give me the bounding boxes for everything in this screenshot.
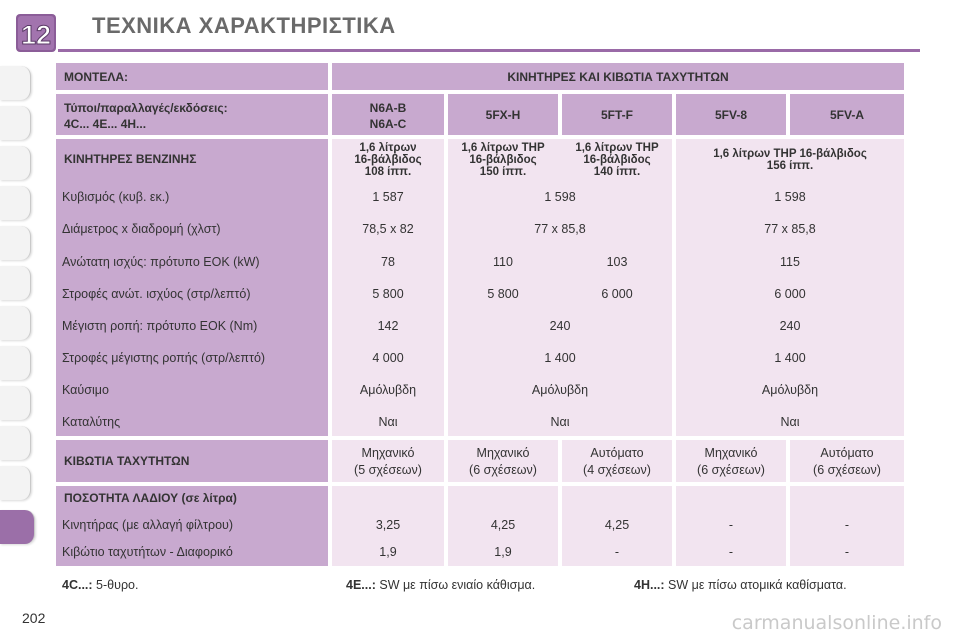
note-key: 4E...: [346, 578, 376, 592]
spec-value: 1 587 [372, 190, 404, 204]
engine-name-line: 108 ίππ. [364, 166, 412, 178]
chapter-number-badge [14, 10, 60, 56]
spec-label: Καταλύτης [62, 415, 121, 429]
page-number: 202 [22, 610, 46, 626]
spec-value: 5 800 [372, 287, 404, 301]
types-label-line-2: 4C... 4E... 4H... [64, 117, 147, 131]
gearbox-cell [448, 440, 558, 482]
engine-name-line: 156 ίππ. [766, 160, 814, 172]
spec-value: 5 800 [487, 287, 519, 301]
engine-name-line: 1,6 λίτρων THP [461, 142, 545, 154]
note-4c [62, 578, 139, 592]
gearbox-ratios: (4 σχέσεων) [583, 463, 651, 477]
oil-value: 1,9 [494, 545, 512, 559]
engine-name-line: 16-βάλβιδος [354, 154, 422, 166]
chapter-tab[interactable] [0, 266, 31, 300]
spec-value: 142 [377, 319, 399, 333]
spec-value: 1 400 [544, 351, 576, 365]
page-title: ΤΕΧΝΙΚΑ ΧΑΡΑΚΤΗΡΙΣΤΙΚΑ [92, 13, 396, 38]
engine-name [562, 142, 672, 178]
engine-name-line: 16-βάλβιδος [469, 154, 537, 166]
engines-gearboxes-label: ΚΙΝΗΤΗΡΕΣ ΚΑΙ ΚΙΒΩΤΙΑ ΤΑΧΥΤΗΤΩΝ [332, 63, 904, 90]
petrol-engines-label: ΚΙΝΗΤΗΡΕΣ ΒΕΝΖΙΝΗΣ [64, 152, 197, 166]
engine-name-line: 16-βάλβιδος [583, 154, 651, 166]
code: N6A-C [369, 117, 407, 131]
spec-value: 240 [779, 319, 801, 333]
chapter-tab[interactable] [0, 466, 31, 500]
chapter-tab-active[interactable] [0, 510, 35, 544]
code: 5FX-H [448, 94, 558, 135]
chapter-tab[interactable] [0, 346, 31, 380]
gearbox-type: Μηχανικό [704, 446, 758, 460]
spec-value: Ναι [550, 415, 570, 429]
watermark: carmanualsonline.info [731, 612, 942, 634]
spec-value: 77 x 85,8 [764, 222, 816, 236]
gearbox-ratios: (6 σχέσεων) [813, 463, 881, 477]
engine-name-line: 1,6 λίτρων THP 16-βάλβιδος [713, 148, 867, 160]
spec-value: 6 000 [774, 287, 806, 301]
code: 5FV-8 [676, 94, 786, 135]
chapter-tab[interactable] [0, 426, 31, 460]
note-text: 5-θυρο. [96, 578, 139, 592]
oil-row-label: Κινητήρας (με αλλαγή φίλτρου) [62, 518, 234, 532]
spec-value: 77 x 85,8 [534, 222, 586, 236]
spec-label: Μέγιστη ροπή: πρότυπο ΕΟΚ (Nm) [62, 319, 258, 333]
chapter-tab[interactable] [0, 66, 31, 100]
oil-value: 1,9 [379, 545, 397, 559]
spec-value: Αμόλυβδη [531, 383, 589, 397]
oil-value: - [614, 545, 620, 559]
spec-label: Ανώτατη ισχύς: πρότυπο ΕΟΚ (kW) [62, 255, 260, 269]
oil-value: - [844, 518, 850, 532]
oil-value: 3,25 [375, 518, 401, 532]
spec-value: 1 598 [774, 190, 806, 204]
engine-name-line: 1,6 λίτρων THP [575, 142, 659, 154]
chapter-tab[interactable] [0, 306, 31, 340]
oil-row-label: Κιβώτιο ταχυτήτων - Διαφορικό [62, 545, 233, 559]
note-key: 4H...: [634, 578, 665, 592]
gearbox-cell [332, 440, 444, 482]
types-label-line-1: Τύποι/παραλλαγές/εκδόσεις: [64, 101, 228, 115]
chapter-tab[interactable] [0, 226, 31, 260]
spec-value: 6 000 [601, 287, 633, 301]
note-4e [346, 578, 535, 592]
engine-name-line: 1,6 λίτρων [359, 142, 417, 154]
spec-label: Στροφές μέγιστης ροπής (στρ/λεπτό) [62, 351, 266, 365]
code: 5FV-A [790, 94, 904, 135]
spec-label: Καύσιμο [62, 383, 109, 397]
spec-value: 1 400 [774, 351, 806, 365]
spec-value: 110 [493, 255, 513, 269]
oil-value: 4,25 [490, 518, 516, 532]
engine-name [676, 148, 904, 172]
chapter-tab[interactable] [0, 146, 31, 180]
oil-value: - [728, 518, 734, 532]
chapter-tab[interactable] [0, 106, 31, 140]
spec-value: 103 [606, 255, 628, 269]
gearbox-cell [562, 440, 672, 482]
chapter-number: 12 [20, 20, 52, 50]
spec-value: Αμόλυβδη [761, 383, 819, 397]
code-cell-1 [332, 94, 444, 135]
spec-value: 78 [381, 255, 395, 269]
spec-label: Στροφές ανώτ. ισχύος (στρ/λεπτό) [62, 287, 251, 301]
engine-name-line: 150 ίππ. [479, 166, 527, 178]
types-label [56, 94, 328, 135]
code: N6A-B [369, 101, 407, 115]
chapter-tab[interactable] [0, 186, 31, 220]
spec-value: 240 [549, 319, 571, 333]
models-label: ΜΟΝΤΕΛΑ: [56, 63, 328, 90]
note-text: SW με πίσω ενιαίο κάθισμα. [379, 578, 536, 592]
chapter-tabs [0, 66, 36, 578]
header-rule [58, 49, 920, 52]
spec-value: 115 [780, 255, 800, 269]
gearbox-type: Αυτόματο [820, 446, 874, 460]
spec-value: 78,5 x 82 [362, 222, 414, 236]
spec-label: Κυβισμός (κυβ. εκ.) [62, 190, 170, 204]
oil-value: 4,25 [604, 518, 630, 532]
gearbox-cell [790, 440, 904, 482]
spec-value: Ναι [378, 415, 398, 429]
spec-value: 1 598 [544, 190, 576, 204]
oil-value: - [844, 545, 850, 559]
engine-name [332, 142, 444, 178]
oil-value: - [728, 545, 734, 559]
gearbox-type: Αυτόματο [590, 446, 644, 460]
gearbox-type: Μηχανικό [476, 446, 530, 460]
spec-value: Αμόλυβδη [359, 383, 417, 397]
spec-value: 4 000 [372, 351, 404, 365]
note-4h [634, 578, 847, 592]
note-key: 4C...: [62, 578, 93, 592]
gearbox-ratios: (6 σχέσεων) [697, 463, 765, 477]
spec-label: Διάμετρος x διαδρομή (χλστ) [62, 222, 221, 236]
gearbox-cell [676, 440, 786, 482]
engine-name-line: 140 ίππ. [593, 166, 641, 178]
gearbox-label: ΚΙΒΩΤΙΑ ΤΑΧΥΤΗΤΩΝ [56, 440, 328, 482]
spec-value: Ναι [780, 415, 800, 429]
note-text: SW με πίσω ατομικά καθίσματα. [668, 578, 847, 592]
code: 5FT-F [562, 94, 672, 135]
gearbox-ratios: (5 σχέσεων) [354, 463, 422, 477]
engine-name [448, 142, 558, 178]
gearbox-ratios: (6 σχέσεων) [469, 463, 537, 477]
gearbox-type: Μηχανικό [361, 446, 415, 460]
oil-label: ΠΟΣΟΤΗΤΑ ΛΑΔΙΟΥ (σε λίτρα) [64, 491, 237, 505]
chapter-tab[interactable] [0, 386, 31, 420]
